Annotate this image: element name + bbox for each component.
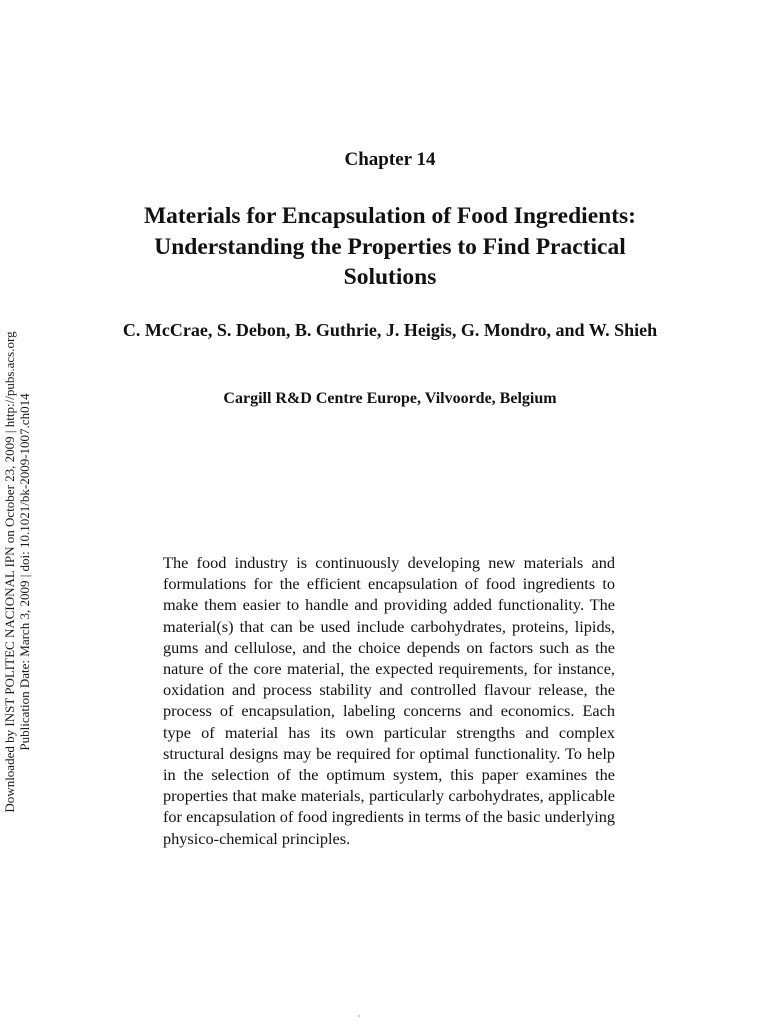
author-list: C. McCrae, S. Debon, B. Guthrie, J. Heigis, G. Mondro, and W. Shieh <box>122 320 658 340</box>
author-affiliation: Cargill R&D Centre Europe, Vilvoorde, Belgium <box>223 390 557 407</box>
scan-speck <box>358 1015 360 1017</box>
publication-info-line: Publication Date: March 3, 2009 | doi: 10.1021/bk-2009-1007.ch014 <box>17 393 32 751</box>
chapter-number: Chapter 14 <box>344 149 436 170</box>
abstract-paragraph: The food industry is continuously developing new materials and formulations for the efficient encapsulation of food ingredients to make them easier to handle and providing added functionality. The material(s) that can be used include carbohydrates, proteins, lipids, gums and cellulose, and the choice depends on factors such as the nature of the core material, the expected requirements, for instance, oxidation and process stability and controlled flavour release, the process of encapsulation, labeling concerns and economics. Each type of material has its own particular strengths and complex structural designs may be required for optimal functionality. To help in the selection of the optimum system, this paper examines the properties that make materials, particularly carbohydrates, applicable for encapsulation of food ingredients in terms of the basic underlying physico-chemical principles. <box>163 553 615 848</box>
download-watermark-text <box>2 302 32 842</box>
download-info-line: Downloaded by INST POLITEC NACIONAL IPN on October 23, 2009 | http://pubs.acs.org <box>2 331 17 813</box>
chapter-title: Materials for Encapsulation of Food Ingredients: Understanding the Properties to Find Practical Solutions <box>144 203 636 290</box>
